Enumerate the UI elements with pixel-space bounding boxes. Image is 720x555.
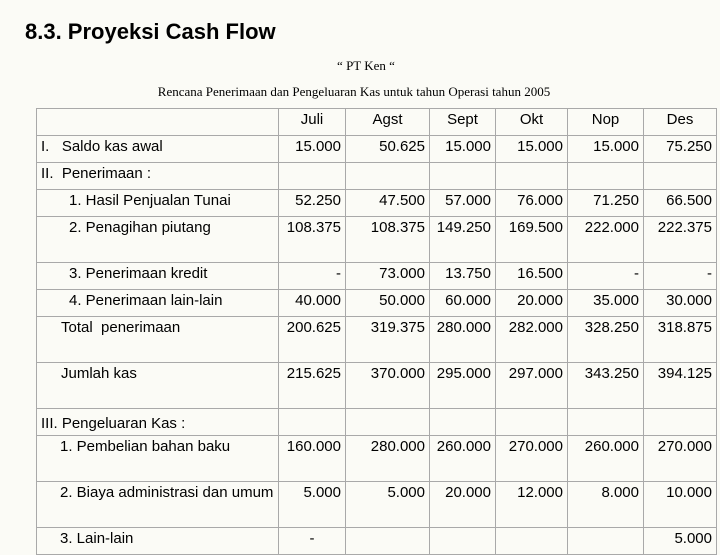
table-cell: 169.500 (496, 217, 568, 263)
table-cell: 15.000 (430, 136, 496, 163)
month-header: Agst (346, 109, 430, 136)
row-label: I. Saldo kas awal (37, 136, 279, 163)
table-row (37, 436, 717, 482)
table-cell: 75.250 (644, 136, 717, 163)
table-row (37, 363, 717, 409)
month-header: Juli (279, 109, 346, 136)
table-cell: 20.000 (496, 290, 568, 317)
month-header: Sept (430, 109, 496, 136)
table-cell (496, 409, 568, 436)
table-row (37, 190, 717, 217)
table-cell (346, 163, 430, 190)
table-cell: 280.000 (346, 436, 430, 482)
section-header-row (37, 163, 717, 190)
table-caption: Rencana Penerimaan dan Pengeluaran Kas untuk tahun Operasi tahun 2005 (157, 84, 551, 99)
company-name: “ PT Ken “ (337, 58, 395, 73)
table-cell: 343.250 (568, 363, 644, 409)
table-cell: - (279, 263, 346, 290)
table-cell (346, 528, 430, 555)
table-cell: 13.750 (430, 263, 496, 290)
month-header: Des (644, 109, 717, 136)
table-cell: - (279, 528, 346, 555)
row-label: 3. Lain-lain (37, 528, 279, 555)
table-cell: 282.000 (496, 317, 568, 363)
table-cell: 50.625 (346, 136, 430, 163)
table-cell (568, 528, 644, 555)
table-cell: 297.000 (496, 363, 568, 409)
table-cell: 71.250 (568, 190, 644, 217)
table-row (37, 290, 717, 317)
table-cell (430, 528, 496, 555)
header-empty-cell (37, 109, 279, 136)
table-cell: 200.625 (279, 317, 346, 363)
table-cell: 50.000 (346, 290, 430, 317)
table-cell: - (568, 263, 644, 290)
table-cell (346, 409, 430, 436)
table-cell: 10.000 (644, 482, 717, 528)
table-cell (568, 163, 644, 190)
month-header: Okt (496, 109, 568, 136)
table-cell: 160.000 (279, 436, 346, 482)
table-cell: 60.000 (430, 290, 496, 317)
table-cell (430, 409, 496, 436)
table-cell: 73.000 (346, 263, 430, 290)
table-cell: 40.000 (279, 290, 346, 317)
table-cell: 328.250 (568, 317, 644, 363)
table-cell: 8.000 (568, 482, 644, 528)
table-cell: 108.375 (346, 217, 430, 263)
table-cell: 5.000 (279, 482, 346, 528)
table-row (37, 482, 717, 528)
table-cell: 52.250 (279, 190, 346, 217)
table-cell: 57.000 (430, 190, 496, 217)
table-cell: 47.500 (346, 190, 430, 217)
row-label: 1. Hasil Penjualan Tunai (37, 190, 279, 217)
table-cell: - (644, 263, 717, 290)
table-row (37, 528, 717, 555)
cash-flow-table (36, 108, 717, 555)
table-row (37, 317, 717, 363)
row-label: 1. Pembelian bahan baku (37, 436, 279, 482)
table-row (37, 217, 717, 263)
table-cell: 108.375 (279, 217, 346, 263)
table-cell (644, 163, 717, 190)
row-label: Total penerimaan (37, 317, 279, 363)
table-cell: 5.000 (346, 482, 430, 528)
table-cell: 12.000 (496, 482, 568, 528)
table-cell: 35.000 (568, 290, 644, 317)
table-cell: 5.000 (644, 528, 717, 555)
table-cell: 222.000 (568, 217, 644, 263)
table-cell (496, 528, 568, 555)
table-cell: 222.375 (644, 217, 717, 263)
table-cell: 394.125 (644, 363, 717, 409)
table-cell (568, 409, 644, 436)
row-label: 2. Biaya administrasi dan umum (37, 482, 279, 528)
header-row (37, 109, 717, 136)
row-label: 2. Penagihan piutang (37, 217, 279, 263)
table-cell: 318.875 (644, 317, 717, 363)
table-cell: 15.000 (496, 136, 568, 163)
table-cell: 270.000 (496, 436, 568, 482)
row-label: 4. Penerimaan lain-lain (37, 290, 279, 317)
table-cell: 260.000 (568, 436, 644, 482)
table-cell: 270.000 (644, 436, 717, 482)
table-cell: 66.500 (644, 190, 717, 217)
table-cell: 20.000 (430, 482, 496, 528)
table-cell (279, 163, 346, 190)
table-cell: 319.375 (346, 317, 430, 363)
table-cell: 15.000 (568, 136, 644, 163)
table-cell: 370.000 (346, 363, 430, 409)
section-label: II. Penerimaan : (37, 163, 279, 190)
section-header-row (37, 409, 717, 436)
table-row (37, 263, 717, 290)
row-label: 3. Penerimaan kredit (37, 263, 279, 290)
table-cell: 16.500 (496, 263, 568, 290)
table-cell: 280.000 (430, 317, 496, 363)
table-cell: 260.000 (430, 436, 496, 482)
table-cell (496, 163, 568, 190)
table-row (37, 136, 717, 163)
table-cell (279, 409, 346, 436)
table-cell: 295.000 (430, 363, 496, 409)
table-cell (430, 163, 496, 190)
page-title: 8.3. Proyeksi Cash Flow (25, 19, 276, 44)
table-cell (644, 409, 717, 436)
table-cell: 15.000 (279, 136, 346, 163)
table-cell: 215.625 (279, 363, 346, 409)
section-label: III. Pengeluaran Kas : (37, 409, 279, 436)
month-header: Nop (568, 109, 644, 136)
row-label: Jumlah kas (37, 363, 279, 409)
table-cell: 149.250 (430, 217, 496, 263)
table-cell: 76.000 (496, 190, 568, 217)
table-cell: 30.000 (644, 290, 717, 317)
